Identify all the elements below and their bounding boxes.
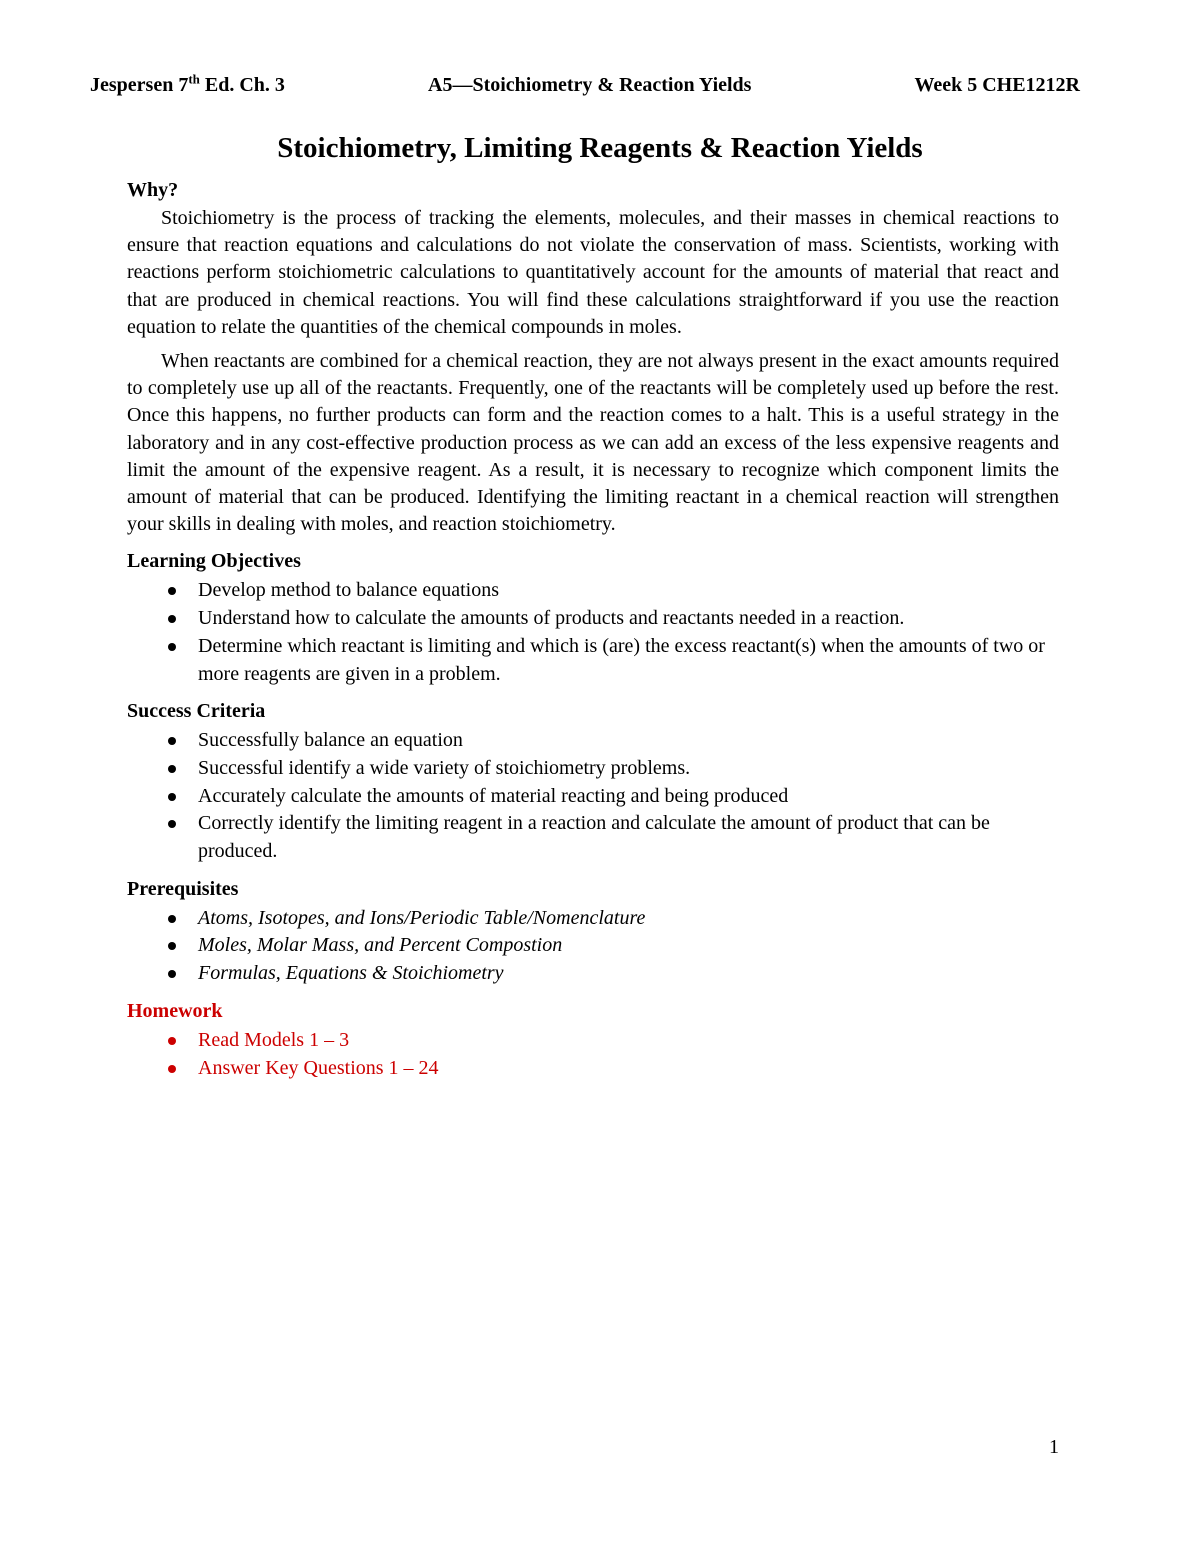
bullet-icon — [168, 737, 176, 745]
list-item-text: Develop method to balance equations — [198, 579, 500, 602]
header-left-prefix: Jespersen 7 — [90, 74, 189, 96]
document-title: Stoichiometry, Limiting Reagents & Reaction Yields — [277, 132, 923, 164]
list-item — [127, 727, 1059, 755]
why-paragraph-1: Stoichiometry is the process of tracking the elements, molecules, and their masses in chemical reactions to ensure that reaction equations and calculations do not violate the conservation of mass. Scientists, working with reactions perform stoichiometric calculations to quantitatively account for the amounts of material that react and that are produced in chemical reactions. You will find these calculations straightforward if you use the reaction equation to relate the quantities of the chemical compounds in moles. — [127, 207, 1059, 338]
bullet-icon — [168, 765, 176, 773]
learning-objectives-heading: Learning Objectives — [127, 550, 301, 573]
header-activity-title: A5—Stoichiometry & Reaction Yields — [428, 74, 752, 96]
list-item-text: Moles, Molar Mass, and Percent Compostion — [198, 934, 563, 957]
header-course-text — [90, 70, 285, 100]
list-item-text: Formulas, Equations & Stoichiometry — [198, 962, 504, 985]
header-week-course-code: Week 5 CHE1212R — [914, 74, 1080, 96]
list-item — [127, 1027, 1059, 1055]
list-item — [127, 932, 1059, 960]
why-paragraph-2: When reactants are combined for a chemical reaction, they are not always present in the exact amounts required to completely use up all of the reactants. Frequently, one of the reactants will be completely used up before the rest. Once this happens, no further products can form and the reaction comes to a halt. This is a useful strategy in the laboratory and in any cost-effective production process as we can add an excess of the less expensive reagents and limit the amount of the expensive reagent. As a result, it is necessary to recognize which component limits the amount of material that can be produced. Identifying the limiting reactant in a chemical reaction will strengthen your skills in dealing with moles, and reaction stoichiometry. — [127, 350, 1059, 536]
header-left-superscript: th — [188, 71, 200, 87]
list-item-text: Answer Key Questions 1 – 24 — [198, 1056, 439, 1079]
bullet-icon — [168, 1065, 176, 1073]
bullet-icon — [168, 1037, 176, 1045]
list-item — [127, 633, 1059, 688]
bullet-icon — [168, 793, 176, 801]
list-item — [127, 605, 1059, 633]
list-item — [127, 577, 1059, 605]
list-item-text: Successful identify a wide variety of stoichiometry problems. — [198, 756, 691, 779]
list-item-text: Accurately calculate the amounts of material reacting and being produced — [198, 784, 789, 807]
list-item — [127, 755, 1059, 783]
homework-heading: Homework — [127, 999, 223, 1022]
prerequisites-heading: Prerequisites — [127, 877, 239, 900]
list-item — [127, 1055, 1059, 1083]
learning-objectives-list — [127, 577, 1059, 688]
list-item-text: Understand how to calculate the amounts of products and reactants needed in a reaction. — [198, 607, 905, 630]
success-criteria-heading: Success Criteria — [127, 700, 266, 723]
bullet-icon — [168, 915, 176, 923]
list-item-text: Correctly identify the limiting reagent in a reaction and calculate the amount of product that can be produced. — [198, 812, 990, 863]
header-left-suffix: Ed. Ch. 3 — [199, 74, 285, 96]
bullet-icon — [168, 587, 176, 595]
list-item — [127, 960, 1059, 988]
bullet-icon — [168, 615, 176, 623]
list-item-text: Read Models 1 – 3 — [198, 1028, 350, 1051]
homework-list — [127, 1027, 1059, 1082]
prerequisites-list — [127, 905, 1059, 988]
page-header — [90, 70, 1080, 100]
homework-section — [127, 996, 1059, 1082]
list-item-text: Atoms, Isotopes, and Ions/Periodic Table/Nomenclature — [198, 906, 646, 929]
bullet-icon — [168, 970, 176, 978]
list-item — [127, 810, 1059, 865]
bullet-icon — [168, 820, 176, 828]
success-criteria-list — [127, 727, 1059, 866]
page-number: 1 — [1049, 1436, 1059, 1458]
bullet-icon — [168, 643, 176, 651]
bullet-icon — [168, 942, 176, 950]
list-item — [127, 783, 1059, 811]
list-item — [127, 905, 1059, 933]
list-item-text: Determine which reactant is limiting and which is (are) the excess reactant(s) when the amounts of two or more reagents are given in a problem. — [198, 634, 1045, 685]
document-body — [127, 175, 1059, 1082]
why-heading: Why? — [127, 179, 179, 201]
list-item-text: Successfully balance an equation — [198, 729, 463, 752]
